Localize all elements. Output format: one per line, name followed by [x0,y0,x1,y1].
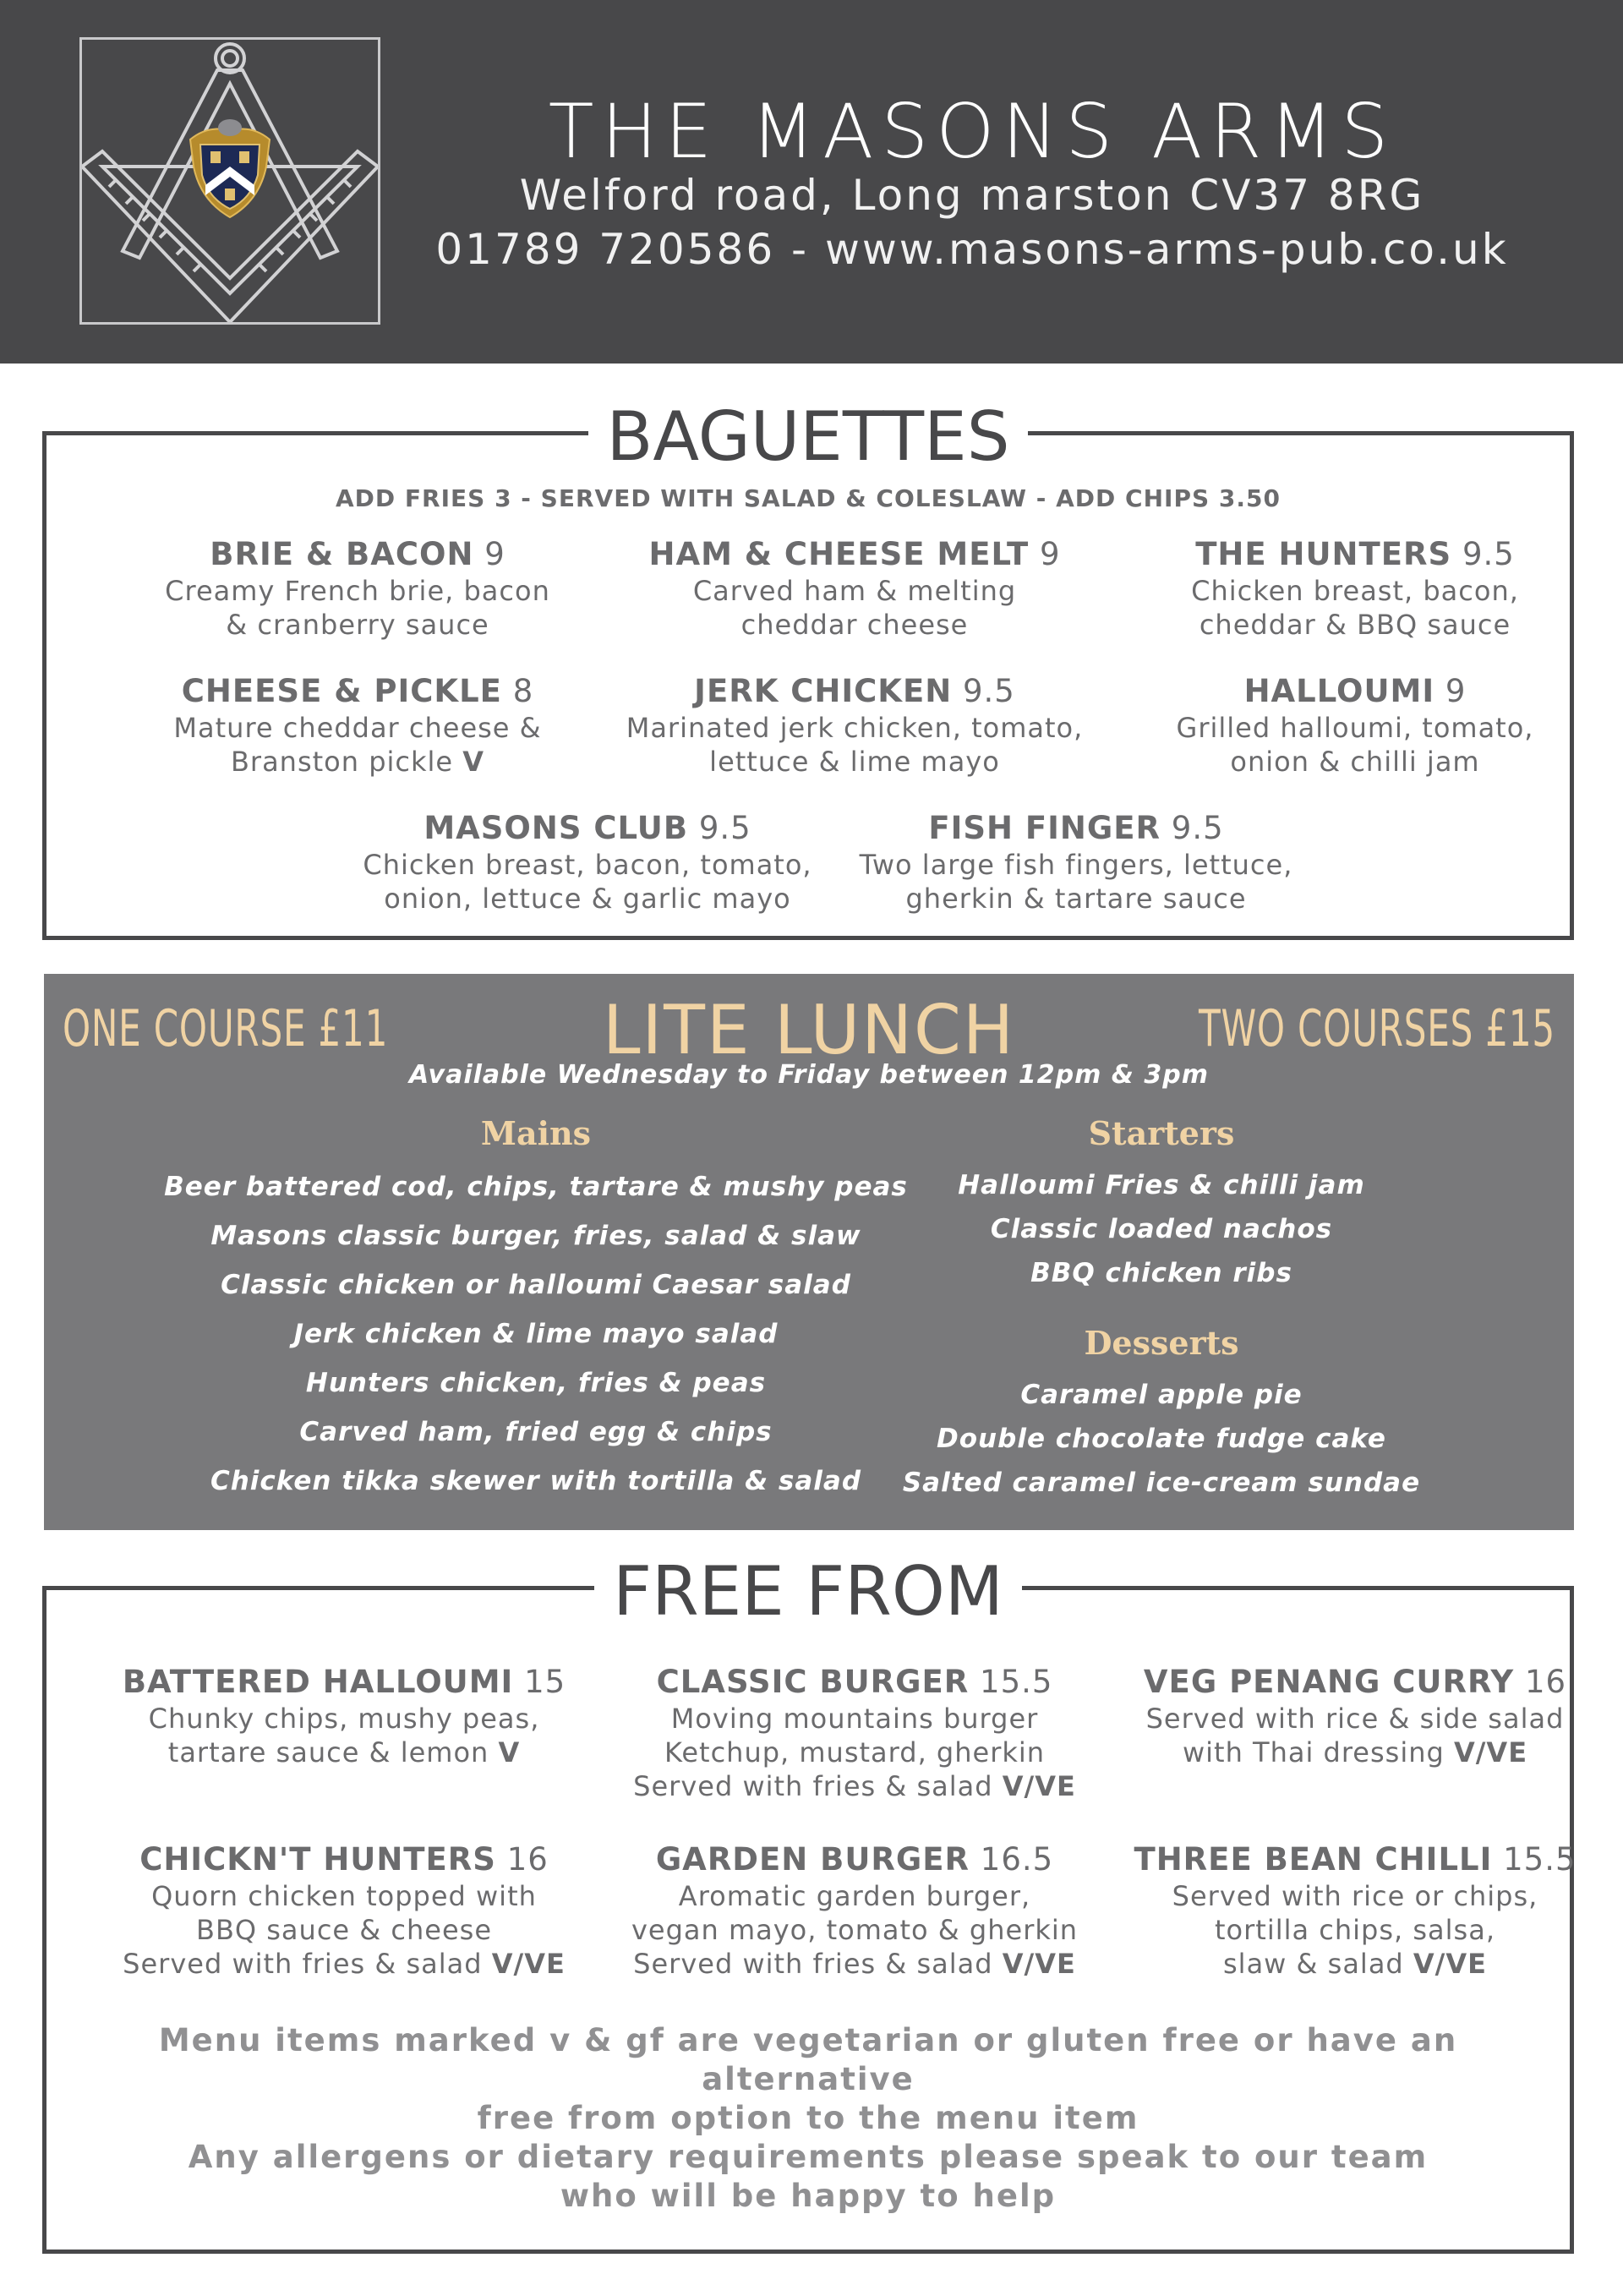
pub-contact: 01789 720586 - www.masons-arms-pub.co.uk [435,225,1509,274]
list-item: Classic loaded nachos [990,1214,1333,1244]
menu-item: HAM & CHEESE MELT 9 Carved ham & melting cheddar cheese [648,536,1061,641]
menu-item: CHICKN'T HUNTERS 16 Quorn chicken topped with BBQ sauce & cheese Served with fries & salad V/VE [123,1841,566,1980]
pub-name: THE MASONS ARMS [548,88,1396,175]
menu-item: MASONS CLUB 9.5 Chicken breast, bacon, tomato, onion, lettuce & garlic mayo [363,810,812,915]
menu-item: JERK CHICKEN 9.5 Marinated jerk chicken, tomato, lettuce & lime mayo [626,673,1084,778]
list-item: Jerk chicken & lime mayo salad [293,1319,779,1349]
one-course-price: ONE COURSE £11 [63,999,389,1058]
mains-heading: Mains [480,1114,592,1152]
list-item: BBQ chicken ribs [1030,1258,1292,1288]
starters-heading: Starters [1088,1114,1235,1152]
lite-lunch-section [44,974,1574,1530]
list-item: Beer battered cod, chips, tartare & mushy peas [164,1172,908,1202]
menu-item: FISH FINGER 9.5 Two large fish fingers, lettuce, gherkin & tartare sauce [859,810,1293,915]
menu-item: CLASSIC BURGER 15.5 Moving mountains burger Ketchup, mustard, gherkin Served with fries & salad V/VE [633,1664,1076,1802]
list-item: Double chocolate fudge cake [937,1424,1386,1454]
masonic-logo [79,37,380,325]
dietary-note: Menu items marked v & gf are vegetarian or gluten free or have an alternative free from option to the menu item [158,2022,1458,2136]
baguettes-section [42,397,1574,940]
menu-item: THE HUNTERS 9.5 Chicken breast, bacon, cheddar & BBQ sauce [1191,536,1519,641]
allergen-note: Any allergens or dietary requirements please speak to our team who will be happy to help [188,2139,1429,2214]
menu-item: VEG PENANG CURRY 16 Served with rice & side salad with Thai dressing V/VE [1143,1664,1567,1768]
list-item: Salted caramel ice-cream sundae [902,1468,1421,1498]
menu-item: BRIE & BACON 9 Creamy French brie, bacon & cranberry sauce [165,536,550,641]
menu-item: HALLOUMI 9 Grilled halloumi, tomato, onion & chilli jam [1176,673,1534,778]
availability-text: Available Wednesday to Friday between 12pm & 3pm [408,1060,1210,1090]
list-item: Caramel apple pie [1020,1380,1303,1410]
pub-address: Welford road, Long marston CV37 8RG [519,171,1425,220]
list-item: Chicken tikka skewer with tortilla & salad [210,1466,862,1496]
header [0,0,1623,364]
menu-item: THREE BEAN CHILLI 15.5 Served with rice or chips, tortilla chips, salsa, slaw & salad V/VE [1134,1841,1577,1980]
baguettes-subheading: ADD FRIES 3 - SERVED WITH SALAD & COLESLAW - ADD CHIPS 3.50 [336,484,1281,512]
desserts-heading: Desserts [1084,1324,1239,1362]
list-item: Halloumi Fries & chilli jam [958,1170,1365,1200]
list-item: Carved ham, fried egg & chips [299,1417,773,1447]
list-item: Classic chicken or halloumi Caesar salad [221,1270,851,1300]
compass-square-icon [82,40,378,322]
list-item: Masons classic burger, fries, salad & slaw [210,1221,861,1251]
list-item: Hunters chicken, fries & peas [305,1368,767,1398]
menu-item: GARDEN BURGER 16.5 Aromatic garden burger, vegan mayo, tomato & gherkin Served with fries & salad V/VE [631,1841,1079,1980]
free-from-section [42,1552,1577,2254]
coat-of-arms-icon [190,119,270,217]
two-courses-price: TWO COURSES £15 [1199,999,1555,1058]
section-title: LITE LUNCH [602,991,1015,1069]
menu-item: BATTERED HALLOUMI 15 Chunky chips, mushy peas, tartare sauce & lemon V [122,1664,566,1768]
section-title: BAGUETTES [46,403,1570,471]
menu-item: CHEESE & PICKLE 8 Mature cheddar cheese & Branston pickle V [173,673,542,778]
section-title: FREE FROM [46,1558,1570,1626]
